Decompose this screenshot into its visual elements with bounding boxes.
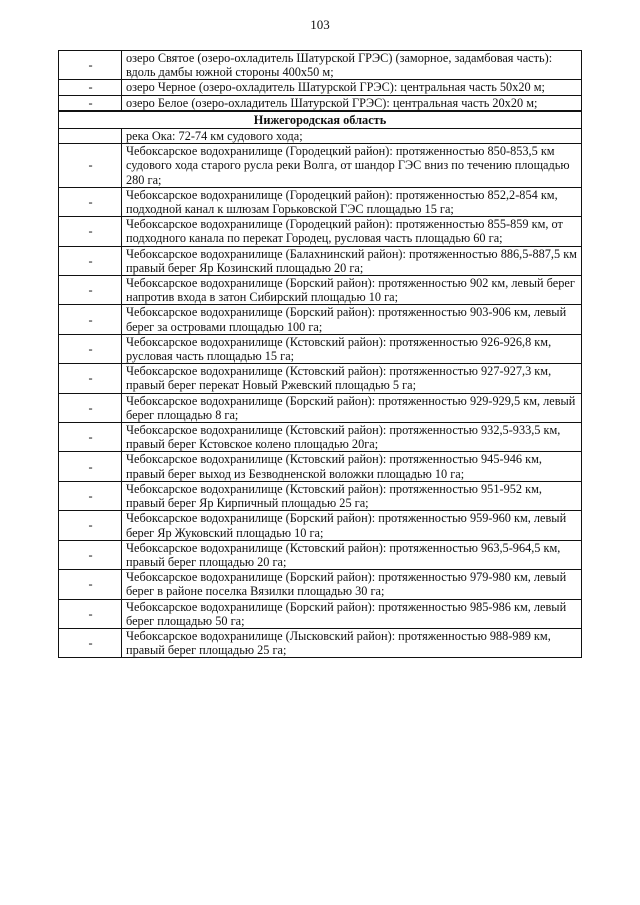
table-row bbox=[59, 217, 582, 246]
row-text: Чебоксарское водохранилище (Кстовский район): протяженностью 932,5-933,5 км, правый берег Кстовское колено площадью 20га; bbox=[122, 423, 582, 452]
row-marker: - bbox=[59, 599, 122, 628]
table-row bbox=[59, 628, 582, 657]
page-number: 103 bbox=[310, 17, 330, 32]
row-marker: - bbox=[59, 144, 122, 188]
section-header-row bbox=[59, 111, 582, 129]
row-text: Чебоксарское водохранилище (Борский район): протяженностью 929-929,5 км, левый берег площадью 8 га; bbox=[122, 393, 582, 422]
row-marker: - bbox=[59, 187, 122, 216]
table-row bbox=[59, 187, 582, 216]
section-title: Нижегородская область bbox=[59, 111, 582, 129]
row-text: Чебоксарское водохранилище (Кстовский район): протяженностью 927-927,3 км, правый берег перекат Новый Ржевский площадью 5 га; bbox=[122, 364, 582, 393]
table-row bbox=[59, 570, 582, 599]
row-text: Чебоксарское водохранилище (Борский район): протяженностью 985-986 км, левый берег площадью 50 га; bbox=[122, 599, 582, 628]
table-row bbox=[59, 80, 582, 95]
row-marker: - bbox=[59, 540, 122, 569]
row-marker bbox=[59, 129, 122, 144]
row-marker: - bbox=[59, 246, 122, 275]
table-row bbox=[59, 129, 582, 144]
row-text: Чебоксарское водохранилище (Борский район): протяженностью 902 км, левый берег напротив входа в затон Сибирский площадью 10 га; bbox=[122, 276, 582, 305]
row-marker: - bbox=[59, 334, 122, 363]
row-marker: - bbox=[59, 217, 122, 246]
row-marker: - bbox=[59, 423, 122, 452]
row-text: озеро Святое (озеро-охладитель Шатурской ГРЭС) (заморное, задамбовая часть): вдоль дамбы южной стороны 400х50 м; bbox=[122, 51, 582, 80]
row-marker: - bbox=[59, 80, 122, 95]
row-text: Чебоксарское водохранилище (Кстовский район): протяженностью 951-952 км, правый берег Яр Кирпичный площадью 25 га; bbox=[122, 481, 582, 510]
row-marker: - bbox=[59, 393, 122, 422]
row-text: Чебоксарское водохранилище (Кстовский район): протяженностью 963,5-964,5 км, правый берег площадью 20 га; bbox=[122, 540, 582, 569]
table-row bbox=[59, 334, 582, 363]
row-marker: - bbox=[59, 452, 122, 481]
row-marker: - bbox=[59, 628, 122, 657]
row-text: Чебоксарское водохранилище (Балахнинский район): протяженностью 886,5-887,5 км правый берег Яр Козинский площадью 20 га; bbox=[122, 246, 582, 275]
table-row bbox=[59, 540, 582, 569]
table-row bbox=[59, 144, 582, 188]
row-text: Чебоксарское водохранилище (Городецкий район): протяженностью 852,2-854 км, подходной канал к шлюзам Горьковской ГЭС площадью 15 га; bbox=[122, 187, 582, 216]
table-row bbox=[59, 364, 582, 393]
table-row bbox=[59, 276, 582, 305]
water-bodies-table bbox=[58, 50, 582, 658]
table-row bbox=[59, 452, 582, 481]
row-marker: - bbox=[59, 305, 122, 334]
table-row bbox=[59, 423, 582, 452]
row-marker: - bbox=[59, 511, 122, 540]
table-row bbox=[59, 51, 582, 80]
row-marker: - bbox=[59, 276, 122, 305]
row-text: озеро Белое (озеро-охладитель Шатурской ГРЭС): центральная часть 20х20 м; bbox=[122, 95, 582, 111]
table-row bbox=[59, 481, 582, 510]
row-marker: - bbox=[59, 51, 122, 80]
table-row bbox=[59, 305, 582, 334]
row-marker: - bbox=[59, 364, 122, 393]
row-text: Чебоксарское водохранилище (Городецкий район): протяженностью 855-859 км, от подходного канала по перекат Городец, русловая часть площадью 60 га; bbox=[122, 217, 582, 246]
row-text: Чебоксарское водохранилище (Лысковский район): протяженностью 988-989 км, правый берег площадью 25 га; bbox=[122, 628, 582, 657]
row-text: Чебоксарское водохранилище (Борский район): протяженностью 903-906 км, левый берег за островами площадью 100 га; bbox=[122, 305, 582, 334]
row-text: Чебоксарское водохранилище (Кстовский район): протяженностью 945-946 км, правый берег выход из Безводненской воложки площадью 10 га; bbox=[122, 452, 582, 481]
row-marker: - bbox=[59, 570, 122, 599]
table-row bbox=[59, 393, 582, 422]
row-marker: - bbox=[59, 481, 122, 510]
table-row bbox=[59, 599, 582, 628]
row-text: Чебоксарское водохранилище (Кстовский район): протяженностью 926-926,8 км, русловая часть площадью 15 га; bbox=[122, 334, 582, 363]
table-row bbox=[59, 511, 582, 540]
table-row bbox=[59, 95, 582, 111]
table-row bbox=[59, 246, 582, 275]
row-text: Чебоксарское водохранилище (Борский район): протяженностью 979-980 км, левый берег в районе поселка Вязилки площадью 30 га; bbox=[122, 570, 582, 599]
row-text: Чебоксарское водохранилище (Борский район): протяженностью 959-960 км, левый берег Яр Жуковский площадью 10 га; bbox=[122, 511, 582, 540]
row-marker: - bbox=[59, 95, 122, 111]
row-text: река Ока: 72-74 км судового хода; bbox=[122, 129, 582, 144]
row-text: озеро Черное (озеро-охладитель Шатурской ГРЭС): центральная часть 50х20 м; bbox=[122, 80, 582, 95]
row-text: Чебоксарское водохранилище (Городецкий район): протяженностью 850-853,5 км судового хода старого русла реки Волга, от шандор ГЭС вниз по течению площадью 280 га; bbox=[122, 144, 582, 188]
